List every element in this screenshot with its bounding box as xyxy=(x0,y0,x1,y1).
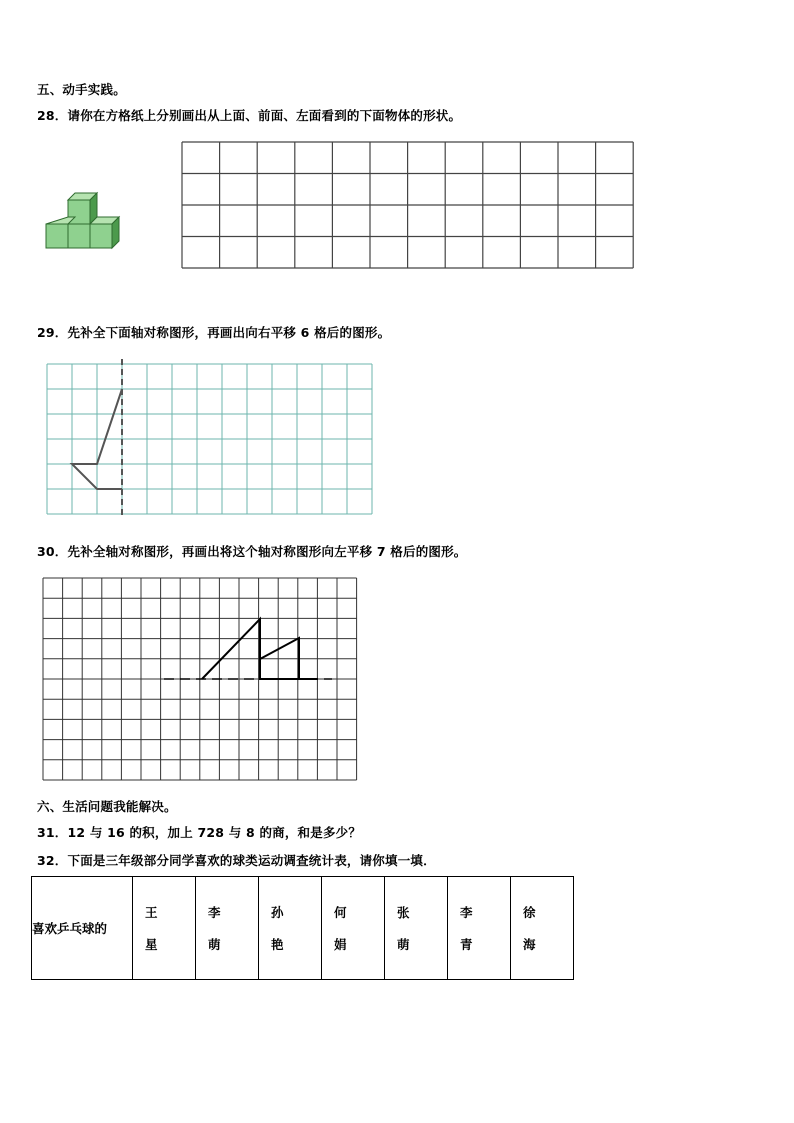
q29-grid-paper[interactable] xyxy=(46,359,376,519)
q30-grid-paper[interactable] xyxy=(42,577,362,782)
question-31: 31．12 与 16 的积，加上 728 与 8 的商，和是多少？ xyxy=(37,825,362,840)
question-32: 32．下面是三年级部分同学喜欢的球类运动调查统计表，请你填一填． xyxy=(37,853,436,868)
question-29: 29．先补全下面轴对称图形，再画出向右平移 6 格后的图形。 xyxy=(37,325,391,340)
table-row xyxy=(32,877,574,980)
q28-grid-paper[interactable] xyxy=(181,141,636,271)
name-cell: 张 萌 xyxy=(385,877,448,980)
survey-table xyxy=(31,876,574,980)
question-28: 28．请你在方格纸上分别画出从上面、前面、左面看到的下面物体的形状。 xyxy=(37,108,462,123)
cube-stack-figure xyxy=(43,193,125,253)
question-30: 30．先补全轴对称图形，再画出将这个轴对称图形向左平移 7 格后的图形。 xyxy=(37,544,467,559)
name-cell: 王 星 xyxy=(133,877,196,980)
name-cell: 李 萌 xyxy=(196,877,259,980)
name-cell: 徐 海 xyxy=(511,877,574,980)
name-cell: 李 青 xyxy=(448,877,511,980)
section-5-heading: 五、动手实践。 xyxy=(37,82,126,97)
row-header: 喜欢乒乓球的 xyxy=(32,877,133,980)
name-cell: 何 娟 xyxy=(322,877,385,980)
name-cell: 孙 艳 xyxy=(259,877,322,980)
section-6-heading: 六、生活问题我能解决。 xyxy=(37,799,177,814)
